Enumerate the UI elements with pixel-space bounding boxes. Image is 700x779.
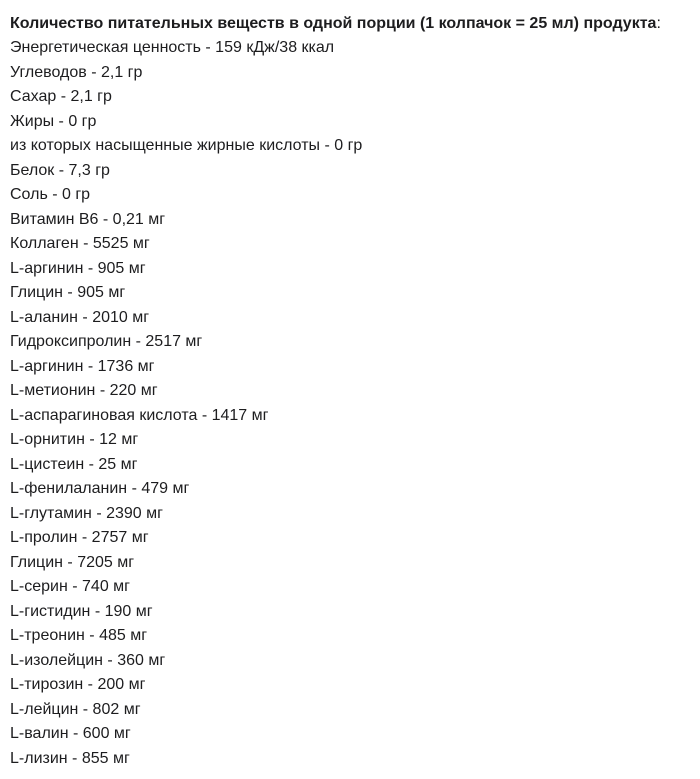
nutrient-item: L-орнитин - 12 мг [10,431,139,448]
nutrient-item: Глицин - 7205 мг [10,553,135,571]
nutrient-item: Глицин - 905 мг [10,284,126,301]
nutrient-item: L-метионин - 220 мг [10,382,158,399]
nutrient-list [10,36,700,771]
nutrient-item: из которых насыщенные жирные кислоты - 0 гр [10,137,363,154]
nutrient-item: Соль - 0 гр [10,186,91,203]
nutrient-item: L-тирозин - 200 мг [10,676,146,693]
nutrient-item: L-аланин - 2010 мг [10,308,150,326]
nutrient-item: Витамин В6 - 0,21 мг [10,210,166,228]
nutrient-item: Жиры - 0 гр [10,112,97,130]
nutrient-item: L-лейцин - 802 мг [10,700,141,718]
nutrient-item: L-аргинин - 1736 мг [10,357,155,375]
nutrition-heading [10,12,700,36]
nutrient-item: Белок - 7,3 гр [10,161,110,179]
nutrient-item: L-треонин - 485 мг [10,627,148,644]
nutrient-item: L-пролин - 2757 мг [10,529,149,546]
nutrient-item: L-изолейцин - 360 мг [10,651,166,669]
nutrient-item: Энергетическая ценность - 159 кДж/38 ккал [10,39,335,56]
nutrient-item: L-глутамин - 2390 мг [10,504,163,522]
nutrient-item: L-фенилаланин - 479 мг [10,480,190,497]
nutrient-item: L-валин - 600 мг [10,725,131,742]
nutrition-heading-colon: : [656,15,661,32]
nutrient-item: L-лизин - 855 мг [10,749,130,767]
nutrient-item: Коллаген - 5525 мг [10,235,150,252]
nutrient-item: L-аспарагиновая кислота - 1417 мг [10,406,269,424]
nutrient-item: L-серин - 740 мг [10,578,130,595]
nutrient-item: L-гистидин - 190 мг [10,602,153,620]
nutrition-heading-bold: Количество питательных веществ в одной порции (1 колпачок = 25 мл) продукта [10,15,657,32]
nutrient-item: Гидроксипролин - 2517 мг [10,333,203,350]
nutrient-item: L-аргинин - 905 мг [10,259,146,277]
nutrient-item: Сахар - 2,1 гр [10,88,112,105]
nutrient-item: Углеводов - 2,1 гр [10,63,143,81]
nutrient-item: L-цистеин - 25 мг [10,455,138,473]
